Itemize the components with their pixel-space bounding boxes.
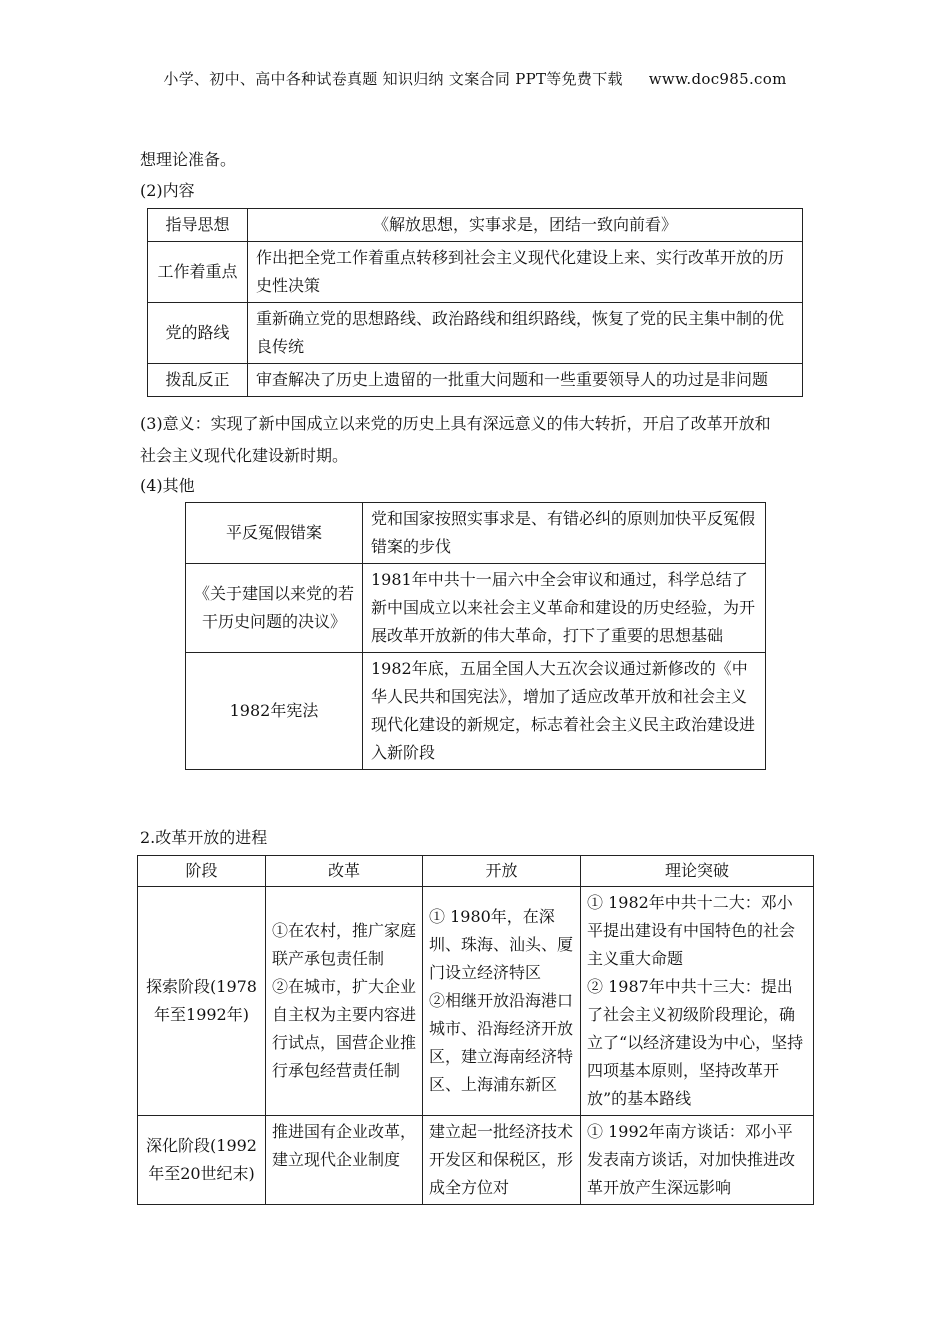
table-row — [148, 209, 803, 242]
theory-cell: ① 1982年中共十二大：邓小平提出建设有中国特色的社会主义重大命题 ② 1987年中共十三大：提出了社会主义初级阶段理论，确立了“以经济建设为中心，坚持四项基本原则，坚持改革开放”的基本路线 — [581, 887, 814, 1116]
table-row — [148, 303, 803, 364]
row-label: 党的路线 — [148, 303, 248, 364]
table-row — [148, 364, 803, 397]
table-row — [138, 1116, 814, 1205]
column-header: 理论突破 — [581, 856, 814, 887]
significance-line-2: 社会主义现代化建设新时期。 — [140, 446, 349, 465]
row-label: 《关于建国以来党的若干历史问题的决议》 — [186, 564, 363, 653]
content-table — [147, 208, 803, 397]
theory-cell: ① 1992年南方谈话：邓小平发表南方谈话，对加快推进改革开放产生深远影响 — [581, 1116, 814, 1205]
page-header — [0, 68, 950, 89]
para-top: 想理论准备。 — [140, 150, 237, 169]
section-title-other: (4)其他 — [140, 476, 195, 495]
row-label: 拨乱反正 — [148, 364, 248, 397]
row-label: 工作着重点 — [148, 242, 248, 303]
significance-line-1: (3)意义：实现了新中国成立以来党的历史上具有深远意义的伟大转折，开启了改革开放和 — [140, 414, 771, 433]
open-cell: ① 1980年，在深圳、珠海、汕头、厦门设立经济特区 ②相继开放沿海港口城市、沿海经济开放区，建立海南经济特区、上海浦东新区 — [423, 887, 581, 1116]
row-label: 平反冤假错案 — [186, 503, 363, 564]
table-row — [138, 887, 814, 1116]
row-text: 1982年底，五届全国人大五次会议通过新修改的《中华人民共和国宪法》，增加了适应改革开放和社会主义现代化建设的新规定，标志着社会主义民主政治建设进入新阶段 — [363, 653, 766, 770]
table-row — [186, 503, 766, 564]
stage-cell: 探索阶段(1978年至1992年) — [138, 887, 266, 1116]
row-text: 《解放思想，实事求是，团结一致向前看》 — [248, 209, 803, 242]
section-title-reform: 2.改革开放的进程 — [140, 828, 268, 847]
table-row — [148, 242, 803, 303]
row-label: 1982年宪法 — [186, 653, 363, 770]
row-text: 作出把全党工作着重点转移到社会主义现代化建设上来、实行改革开放的历史性决策 — [248, 242, 803, 303]
reform-cell: ①在农村，推广家庭联产承包责任制 ②在城市，扩大企业自主权为主要内容进行试点，国营企业推行承包经营责任制 — [266, 887, 423, 1116]
open-cell: 建立起一批经济技术开发区和保税区，形成全方位对 — [423, 1116, 581, 1205]
column-header: 阶段 — [138, 856, 266, 887]
section-title-content: (2)内容 — [140, 181, 195, 200]
row-text: 1981年中共十一届六中全会审议和通过，科学总结了新中国成立以来社会主义革命和建设的历史经验，为开展改革开放新的伟大革命，打下了重要的思想基础 — [363, 564, 766, 653]
header-text: 小学、初中、高中各种试卷真题 知识归纳 文案合同 PPT等免费下载 — [163, 70, 623, 88]
row-text: 审查解决了历史上遗留的一批重大问题和一些重要领导人的功过是非问题 — [248, 364, 803, 397]
column-header: 开放 — [423, 856, 581, 887]
stage-cell: 深化阶段(1992年至20世纪末) — [138, 1116, 266, 1205]
table-row — [186, 564, 766, 653]
row-label: 指导思想 — [148, 209, 248, 242]
table-header-row — [138, 856, 814, 887]
column-header: 改革 — [266, 856, 423, 887]
row-text: 党和国家按照实事求是、有错必纠的原则加快平反冤假错案的步伐 — [363, 503, 766, 564]
table-row — [186, 653, 766, 770]
header-site: www.doc985.com — [648, 70, 787, 88]
reform-process-table — [137, 855, 814, 1205]
row-text: 重新确立党的思想路线、政治路线和组织路线，恢复了党的民主集中制的优良传统 — [248, 303, 803, 364]
other-table — [185, 502, 766, 770]
reform-cell: 推进国有企业改革，建立现代企业制度 — [266, 1116, 423, 1205]
